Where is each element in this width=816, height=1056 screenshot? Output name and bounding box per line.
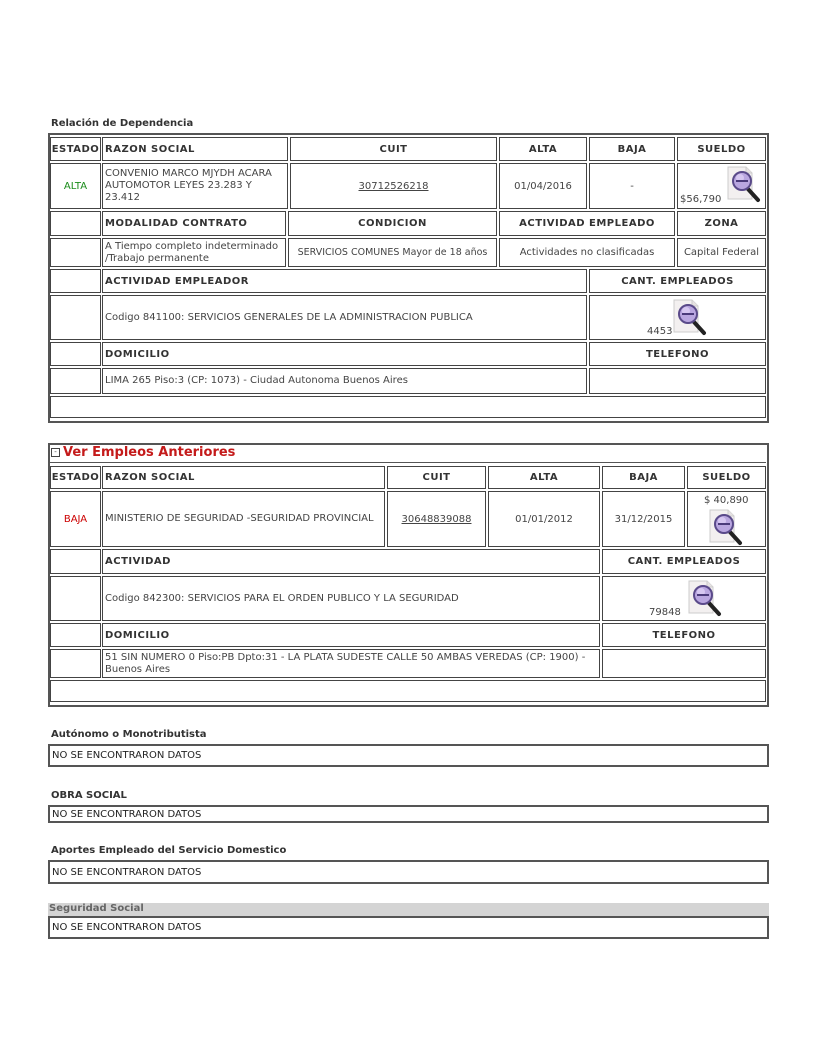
baja-value: 31/12/2015 xyxy=(602,491,685,547)
header-baja: BAJA xyxy=(602,466,685,489)
header-telefono: TELEFONO xyxy=(589,342,766,366)
header-modalidad-contrato: MODALIDAD CONTRATO xyxy=(102,211,286,236)
header-actividad-empleado: ACTIVIDAD EMPLEADO xyxy=(499,211,675,236)
cuit-cell xyxy=(387,491,486,547)
cant-empleados-cell xyxy=(602,576,766,621)
ver-empleos-anteriores-link[interactable]: Ver Empleos Anteriores xyxy=(63,445,236,460)
obra-social-title: OBRA SOCIAL xyxy=(51,790,127,801)
alta-value: 01/04/2016 xyxy=(499,163,587,209)
obra-social-no-data: NO SE ENCONTRARON DATOS xyxy=(48,805,769,823)
header-baja: BAJA xyxy=(589,137,675,161)
condicion-value: SERVICIOS COMUNES Mayor de 18 años xyxy=(288,238,497,267)
sueldo-cell xyxy=(677,163,766,209)
empty-cell xyxy=(50,211,101,236)
header-estado: ESTADO xyxy=(50,466,101,489)
seguridad-title-bar xyxy=(48,903,769,916)
baja-value: - xyxy=(589,163,675,209)
telefono-value xyxy=(602,649,766,678)
modalidad-value: A Tiempo completo indeterminado /Trabajo permanente xyxy=(102,238,286,267)
header-estado: ESTADO xyxy=(50,137,101,161)
sueldo-value: $ 40,890 xyxy=(704,495,749,506)
header-zona: ZONA xyxy=(677,211,766,236)
header-cant-empleados: CANT. EMPLEADOS xyxy=(589,269,766,293)
autonomo-no-data: NO SE ENCONTRARON DATOS xyxy=(48,744,769,767)
autonomo-title: Autónomo o Monotributista xyxy=(51,729,207,740)
header-razon-social: RAZON SOCIAL xyxy=(102,466,385,489)
empty-cell xyxy=(50,295,101,340)
domicilio-value: 51 SIN NUMERO 0 Piso:PB Dpto:31 - LA PLATA SUDESTE CALLE 50 AMBAS VEREDAS (CP: 1900) - Buenos Aires xyxy=(102,649,600,678)
cuit-link[interactable]: 30648839088 xyxy=(401,513,472,525)
footer-row xyxy=(50,680,766,702)
header-domicilio: DOMICILIO xyxy=(102,342,587,366)
magnifier-document-icon[interactable] xyxy=(706,508,746,546)
actividad-empleador-value: Codigo 841100: SERVICIOS GENERALES DE LA ADMINISTRACION PUBLICA xyxy=(102,295,587,340)
collapse-toggle[interactable]: - xyxy=(51,448,60,457)
sueldo-value: $56,790 xyxy=(680,194,722,205)
empty-cell xyxy=(50,623,101,647)
empty-cell xyxy=(50,342,101,366)
razon-social-value: CONVENIO MARCO MJYDH ACARA AUTOMOTOR LEYES 23.283 Y 23.412 xyxy=(102,163,288,209)
header-razon-social: RAZON SOCIAL xyxy=(102,137,288,161)
alta-value: 01/01/2012 xyxy=(488,491,600,547)
razon-social-value: MINISTERIO DE SEGURIDAD -SEGURIDAD PROVINCIAL xyxy=(102,491,385,547)
domestico-no-data: NO SE ENCONTRARON DATOS xyxy=(48,860,769,884)
domestico-title: Aportes Empleado del Servicio Domestico xyxy=(51,845,287,856)
actividad-empleado-value: Actividades no clasificadas xyxy=(499,238,675,267)
seguridad-no-data: NO SE ENCONTRARON DATOS xyxy=(48,916,769,939)
header-actividad: ACTIVIDAD xyxy=(102,549,600,574)
header-actividad-empleador: ACTIVIDAD EMPLEADOR xyxy=(102,269,587,293)
header-sueldo: SUELDO xyxy=(677,137,766,161)
magnifier-document-icon[interactable] xyxy=(685,579,725,617)
header-alta: ALTA xyxy=(499,137,587,161)
empty-cell xyxy=(50,238,101,267)
estado-value: ALTA xyxy=(50,163,101,209)
header-condicion: CONDICION xyxy=(288,211,497,236)
relacion-title: Relación de Dependencia xyxy=(51,118,194,129)
cuit-cell xyxy=(290,163,497,209)
header-sueldo: SUELDO xyxy=(687,466,766,489)
empty-cell xyxy=(50,649,101,678)
sueldo-cell xyxy=(687,491,766,547)
telefono-value xyxy=(589,368,766,394)
magnifier-document-icon[interactable] xyxy=(724,165,764,203)
empty-cell xyxy=(50,368,101,394)
actividad-value: Codigo 842300: SERVICIOS PARA EL ORDEN PUBLICO Y LA SEGURIDAD xyxy=(102,576,600,621)
magnifier-document-icon[interactable] xyxy=(670,298,710,336)
header-cuit: CUIT xyxy=(290,137,497,161)
header-cant-empleados: CANT. EMPLEADOS xyxy=(602,549,766,574)
domicilio-value: LIMA 265 Piso:3 (CP: 1073) - Ciudad Autonoma Buenos Aires xyxy=(102,368,587,394)
zona-value: Capital Federal xyxy=(677,238,766,267)
estado-value: BAJA xyxy=(50,491,101,547)
cant-empleados-value: 4453 xyxy=(647,326,673,337)
seguridad-title: Seguridad Social xyxy=(49,903,144,914)
cant-empleados-value: 79848 xyxy=(649,607,681,618)
header-telefono: TELEFONO xyxy=(602,623,766,647)
cuit-link[interactable]: 30712526218 xyxy=(358,180,429,192)
empty-cell xyxy=(50,269,101,293)
cant-empleados-cell xyxy=(589,295,766,340)
empty-cell xyxy=(50,549,101,574)
header-cuit: CUIT xyxy=(387,466,486,489)
empty-cell xyxy=(50,576,101,621)
header-alta: ALTA xyxy=(488,466,600,489)
divider xyxy=(50,462,766,463)
footer-row xyxy=(50,396,766,418)
header-domicilio: DOMICILIO xyxy=(102,623,600,647)
